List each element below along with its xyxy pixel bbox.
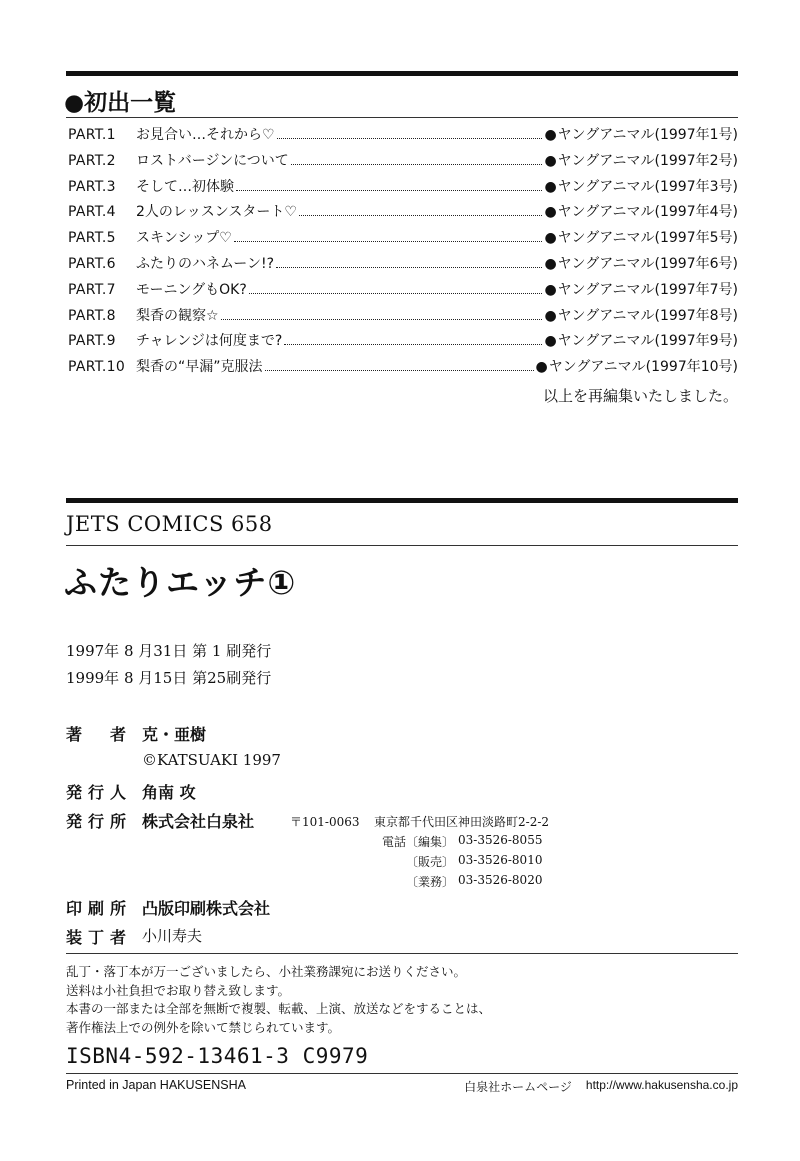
toc-part: PART.9 [68,333,116,350]
footer-rule [66,1073,738,1074]
toc-leader [299,214,543,216]
toc-title: 2人のレッスンスタート♡ [136,204,297,221]
bullet-icon: ● [544,127,557,143]
toc-publication: ●ヤングアニマル(1997年3号) [544,178,738,195]
phone-list [374,833,542,893]
phone-row [374,833,542,853]
bullet-icon: ● [544,204,557,221]
toc-title: ロストバージンについて [136,152,289,169]
issuer-name: 角南 攻 [142,783,196,802]
toc-title: モーニングもOK? [136,281,247,298]
isbn: ISBN4-592-13461-3 C9979 [66,1044,369,1068]
phone-number: 03-3526-8020 [458,873,543,887]
toc-publication: ●ヤングアニマル(1997年10号) [535,359,738,376]
toc-part: PART.3 [68,178,116,195]
bullet-icon: ● [544,152,557,169]
toc-underline [66,117,738,118]
author-name: 克・亜樹 [142,725,207,744]
toc-list [68,124,738,382]
publisher-name: 株式会社白泉社 [142,812,255,831]
toc-part: PART.5 [68,230,116,247]
toc-entry [68,227,738,253]
author-label: 著 者 [66,725,126,744]
phone-number: 03-3526-8055 [458,833,543,847]
toc-publication: ●ヤングアニマル(1997年1号) [544,127,738,143]
toc-publication: ●ヤングアニマル(1997年4号) [544,204,738,221]
bullet-icon: ● [535,359,548,376]
toc-entry [68,305,738,331]
book-rule [66,498,738,503]
designer-name: 小川寿夫 [142,927,203,945]
notice-line: 送料は小社負担でお取り替え致します。 [66,982,291,998]
postal-code: 〒101-0063 [290,815,360,829]
toc-part: PART.2 [68,152,116,169]
printer-name: 凸版印刷株式会社 [142,899,271,918]
phone-label: 〔販売〕 [405,855,454,869]
edition-list [66,638,271,692]
bullet-icon: ● [544,281,557,298]
toc-leader [265,369,534,371]
toc-publication: ●ヤングアニマル(1997年5号) [544,230,738,247]
notice-line: 本書の一部または全部を無断で複製、転載、上演、放送などをすることは、 [66,1001,492,1016]
top-rule [66,71,738,76]
toc-entry [68,279,738,305]
toc-publication: ●ヤングアニマル(1997年2号) [544,152,738,169]
phone-label: 電話〔編集〕 [381,835,454,849]
edition-line: 1999年 8 月15日 第25刷発行 [66,669,272,687]
series-label: JETS COMICS 658 [66,512,273,536]
bullet-icon: ● [544,178,557,195]
toc-publication: ●ヤングアニマル(1997年8号) [544,307,738,324]
toc-publication: ●ヤングアニマル(1997年6号) [544,255,738,272]
toc-title: チャレンジは何度まで? [136,333,283,350]
bullet-icon: ● [544,307,557,324]
toc-entry [68,356,738,382]
toc-leader [277,137,543,139]
toc-title: そして…初体験 [136,178,234,195]
publisher-address: 東京都千代田区神田淡路町2-2-2 [374,815,550,829]
toc-note: 以上を再編集いたしました。 [542,387,738,405]
homepage [464,1078,738,1095]
toc-entry [68,150,738,176]
phone-label: 〔業務〕 [405,875,454,889]
bullet-icon: ● [544,230,557,247]
toc-part: PART.10 [68,359,126,376]
phone-row [374,873,542,893]
toc-publication: ●ヤングアニマル(1997年9号) [544,333,738,350]
phone-number: 03-3526-8010 [458,853,543,867]
toc-title: ふたりのハネムーン!? [136,255,275,272]
toc-leader [234,240,543,242]
printer-label: 印刷所 [66,899,126,918]
toc-part: PART.1 [68,127,116,143]
toc-entry [68,124,738,150]
toc-title: スキンシップ♡ [136,230,232,247]
edition-line: 1997年 8 月31日 第 1 刷発行 [66,642,272,660]
toc-entry [68,201,738,227]
toc-heading: ●初出一覧 [64,90,177,116]
notices [66,963,491,1037]
toc-entry [68,176,738,202]
toc-leader [276,266,542,268]
notice-line: 著作権法上での例外を除いて禁じられています。 [66,1019,341,1035]
toc-leader [221,318,543,320]
toc-title: お見合い…それから♡ [136,127,275,143]
issuer-label: 発行人 [66,783,126,802]
toc-leader [249,292,543,294]
designer-label: 装丁者 [66,928,126,947]
toc-entry [68,330,738,356]
toc-title: 梨香の観察☆ [136,307,219,324]
bullet-icon: ● [544,333,557,350]
copyright: ©KATSUAKI 1997 [142,751,281,769]
bullet-icon: ● [544,255,557,272]
toc-part: PART.7 [68,281,116,298]
toc-leader [284,343,542,345]
homepage-link[interactable]: http://www.hakusensha.co.jp [585,1078,738,1092]
toc-part: PART.4 [68,204,116,221]
toc-entry [68,253,738,279]
publisher-label: 発行所 [66,812,126,831]
phone-row [374,853,542,873]
toc-part: PART.8 [68,307,116,324]
series-underline [66,545,738,546]
homepage-label: 白泉社ホームページ [464,1080,572,1094]
toc-leader [236,189,542,191]
toc-publication: ●ヤングアニマル(1997年7号) [544,281,738,298]
book-title: ふたりエッチ① [64,563,297,602]
notice-line: 乱丁・落丁本が万一ございましたら、小社業務課宛にお送りください。 [66,964,467,979]
toc-title: 梨香の“早漏”克服法 [136,359,263,376]
toc-leader [291,163,543,165]
notice-rule [66,953,738,954]
printed-in: Printed in Japan HAKUSENSHA [66,1078,246,1092]
toc-part: PART.6 [68,255,116,272]
